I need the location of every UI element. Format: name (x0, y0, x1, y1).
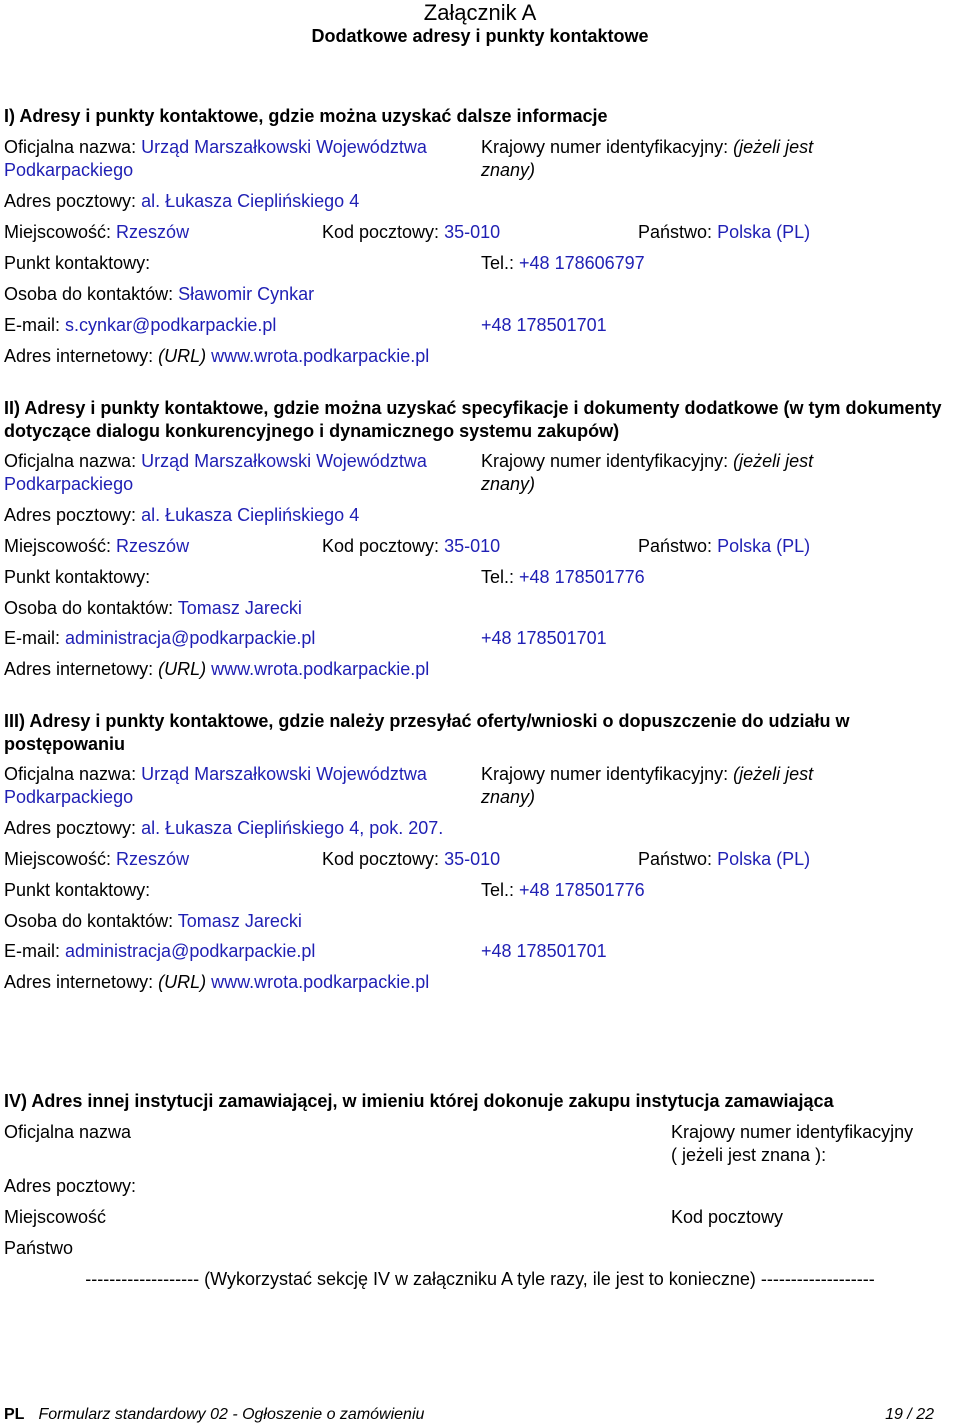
contact-person: Osoba do kontaktów: Tomasz Jarecki (4, 598, 302, 618)
section-4-note: ------------------- (Wykorzystać sekcję IV w załączniku A tyle razy, ile jest to konieczne) ------------------- (85, 1269, 875, 1289)
section-3-official-name: Oficjalna nazwa: Urząd Marszałkowski Województwa (4, 764, 427, 784)
national-id-note: znany) (481, 160, 536, 180)
postal-code: Kod pocztowy: 35-010 (322, 536, 501, 556)
national-id-label: Krajowy numer identyfikacyjny: (jeżeli jest (481, 451, 814, 471)
postal-address-label: Adres pocztowy: (4, 1176, 137, 1196)
postal-address: Adres pocztowy: al. Łukasza Cieplińskiego 4 (4, 191, 360, 211)
email-link[interactable]: administracja@podkarpackie.pl (65, 941, 316, 961)
section-2-heading: II) Adresy i punkty kontaktowe, gdzie można uzyskać specyfikacje i dokumenty dodatkowe (w tym dokumenty dotyczące dialogu konkurencyjnego i dynamicznego systemu zakupów) (4, 398, 942, 441)
national-id-label: Krajowy numer identyfikacyjny: (jeżeli jest (481, 764, 814, 784)
page-subtitle: Dodatkowe adresy i punkty kontaktowe (311, 26, 649, 46)
section-1-official-name: Oficjalna nazwa: Urząd Marszałkowski Województwa (4, 137, 427, 157)
official-name-value: Urząd Marszałkowski Województwa (141, 137, 427, 157)
national-id-note: znany) (481, 787, 536, 807)
tel: Tel.: +48 178606797 (481, 253, 645, 273)
page-number: 19 / 22 (885, 1406, 934, 1423)
postal-code: Kod pocztowy: 35-010 (322, 222, 501, 242)
web-link[interactable]: www.wrota.podkarpackie.pl (211, 659, 430, 679)
fax-number: +48 178501701 (481, 315, 607, 335)
tel: Tel.: +48 178501776 (481, 567, 645, 587)
official-name-value-cont: Podkarpackiego (4, 787, 134, 807)
official-name-label: Oficjalna nazwa (4, 1122, 132, 1142)
footer (4, 1406, 424, 1424)
section-4-heading: IV) Adres innej instytucji zamawiającej, w imieniu której dokonuje zakupu instytucja zamawiająca (4, 1091, 834, 1111)
email-link[interactable]: s.cynkar@podkarpackie.pl (65, 315, 277, 335)
footer-lang: PL (4, 1406, 25, 1423)
country: Państwo: Polska (PL) (638, 536, 811, 556)
web-address: Adres internetowy: (URL) www.wrota.podkarpackie.pl (4, 972, 430, 992)
email: E-mail: administracja@podkarpackie.pl (4, 628, 316, 648)
web-address: Adres internetowy: (URL) www.wrota.podkarpackie.pl (4, 659, 430, 679)
city-label: Miejscowość (4, 1207, 107, 1227)
national-id-label: Krajowy numer identyfikacyjny: (jeżeli jest (481, 137, 814, 157)
fax-number: +48 178501701 (481, 941, 607, 961)
contact-point-label: Punkt kontaktowy: (4, 880, 151, 900)
web-link[interactable]: www.wrota.podkarpackie.pl (211, 346, 430, 366)
contact-point-label: Punkt kontaktowy: (4, 567, 151, 587)
section-3-heading: III) Adresy i punkty kontaktowe, gdzie należy przesyłać oferty/wnioski o dopuszczenie do udziału w postępowaniu (4, 711, 850, 754)
section-1-heading: I) Adresy i punkty kontaktowe, gdzie można uzyskać dalsze informacje (4, 106, 608, 126)
footer-form-name: Formularz standardowy 02 - Ogłoszenie o zamówieniu (38, 1406, 425, 1423)
email-link[interactable]: administracja@podkarpackie.pl (65, 628, 316, 648)
section-2-official-name: Oficjalna nazwa: Urząd Marszałkowski Województwa (4, 451, 427, 471)
official-name-value-cont: Podkarpackiego (4, 160, 134, 180)
contact-person: Osoba do kontaktów: Sławomir Cynkar (4, 284, 315, 304)
city: Miejscowość: Rzeszów (4, 849, 190, 869)
contact-point-label: Punkt kontaktowy: (4, 253, 151, 273)
contact-person: Osoba do kontaktów: Tomasz Jarecki (4, 911, 302, 931)
country: Państwo: Polska (PL) (638, 849, 811, 869)
web-address: Adres internetowy: (URL) www.wrota.podkarpackie.pl (4, 346, 430, 366)
page-title: Załącznik A (423, 0, 537, 25)
city: Miejscowość: Rzeszów (4, 536, 190, 556)
official-name-value-cont: Podkarpackiego (4, 474, 134, 494)
fax-number: +48 178501701 (481, 628, 607, 648)
postal-address: Adres pocztowy: al. Łukasza Cieplińskiego 4 (4, 505, 360, 525)
email: E-mail: administracja@podkarpackie.pl (4, 941, 316, 961)
email: E-mail: s.cynkar@podkarpackie.pl (4, 315, 277, 335)
postal-code: Kod pocztowy: 35-010 (322, 849, 501, 869)
web-link[interactable]: www.wrota.podkarpackie.pl (211, 972, 430, 992)
country-label: Państwo (4, 1238, 74, 1258)
postal-address: Adres pocztowy: al. Łukasza Cieplińskiego 4, pok. 207. (4, 818, 444, 838)
tel: Tel.: +48 178501776 (481, 880, 645, 900)
national-id-note: ( jeżeli jest znana ): (671, 1145, 827, 1165)
national-id-label: Krajowy numer identyfikacyjny (671, 1122, 914, 1142)
national-id-note: znany) (481, 474, 536, 494)
city: Miejscowość: Rzeszów (4, 222, 190, 242)
postal-code-label: Kod pocztowy (671, 1207, 784, 1227)
country: Państwo: Polska (PL) (638, 222, 811, 242)
